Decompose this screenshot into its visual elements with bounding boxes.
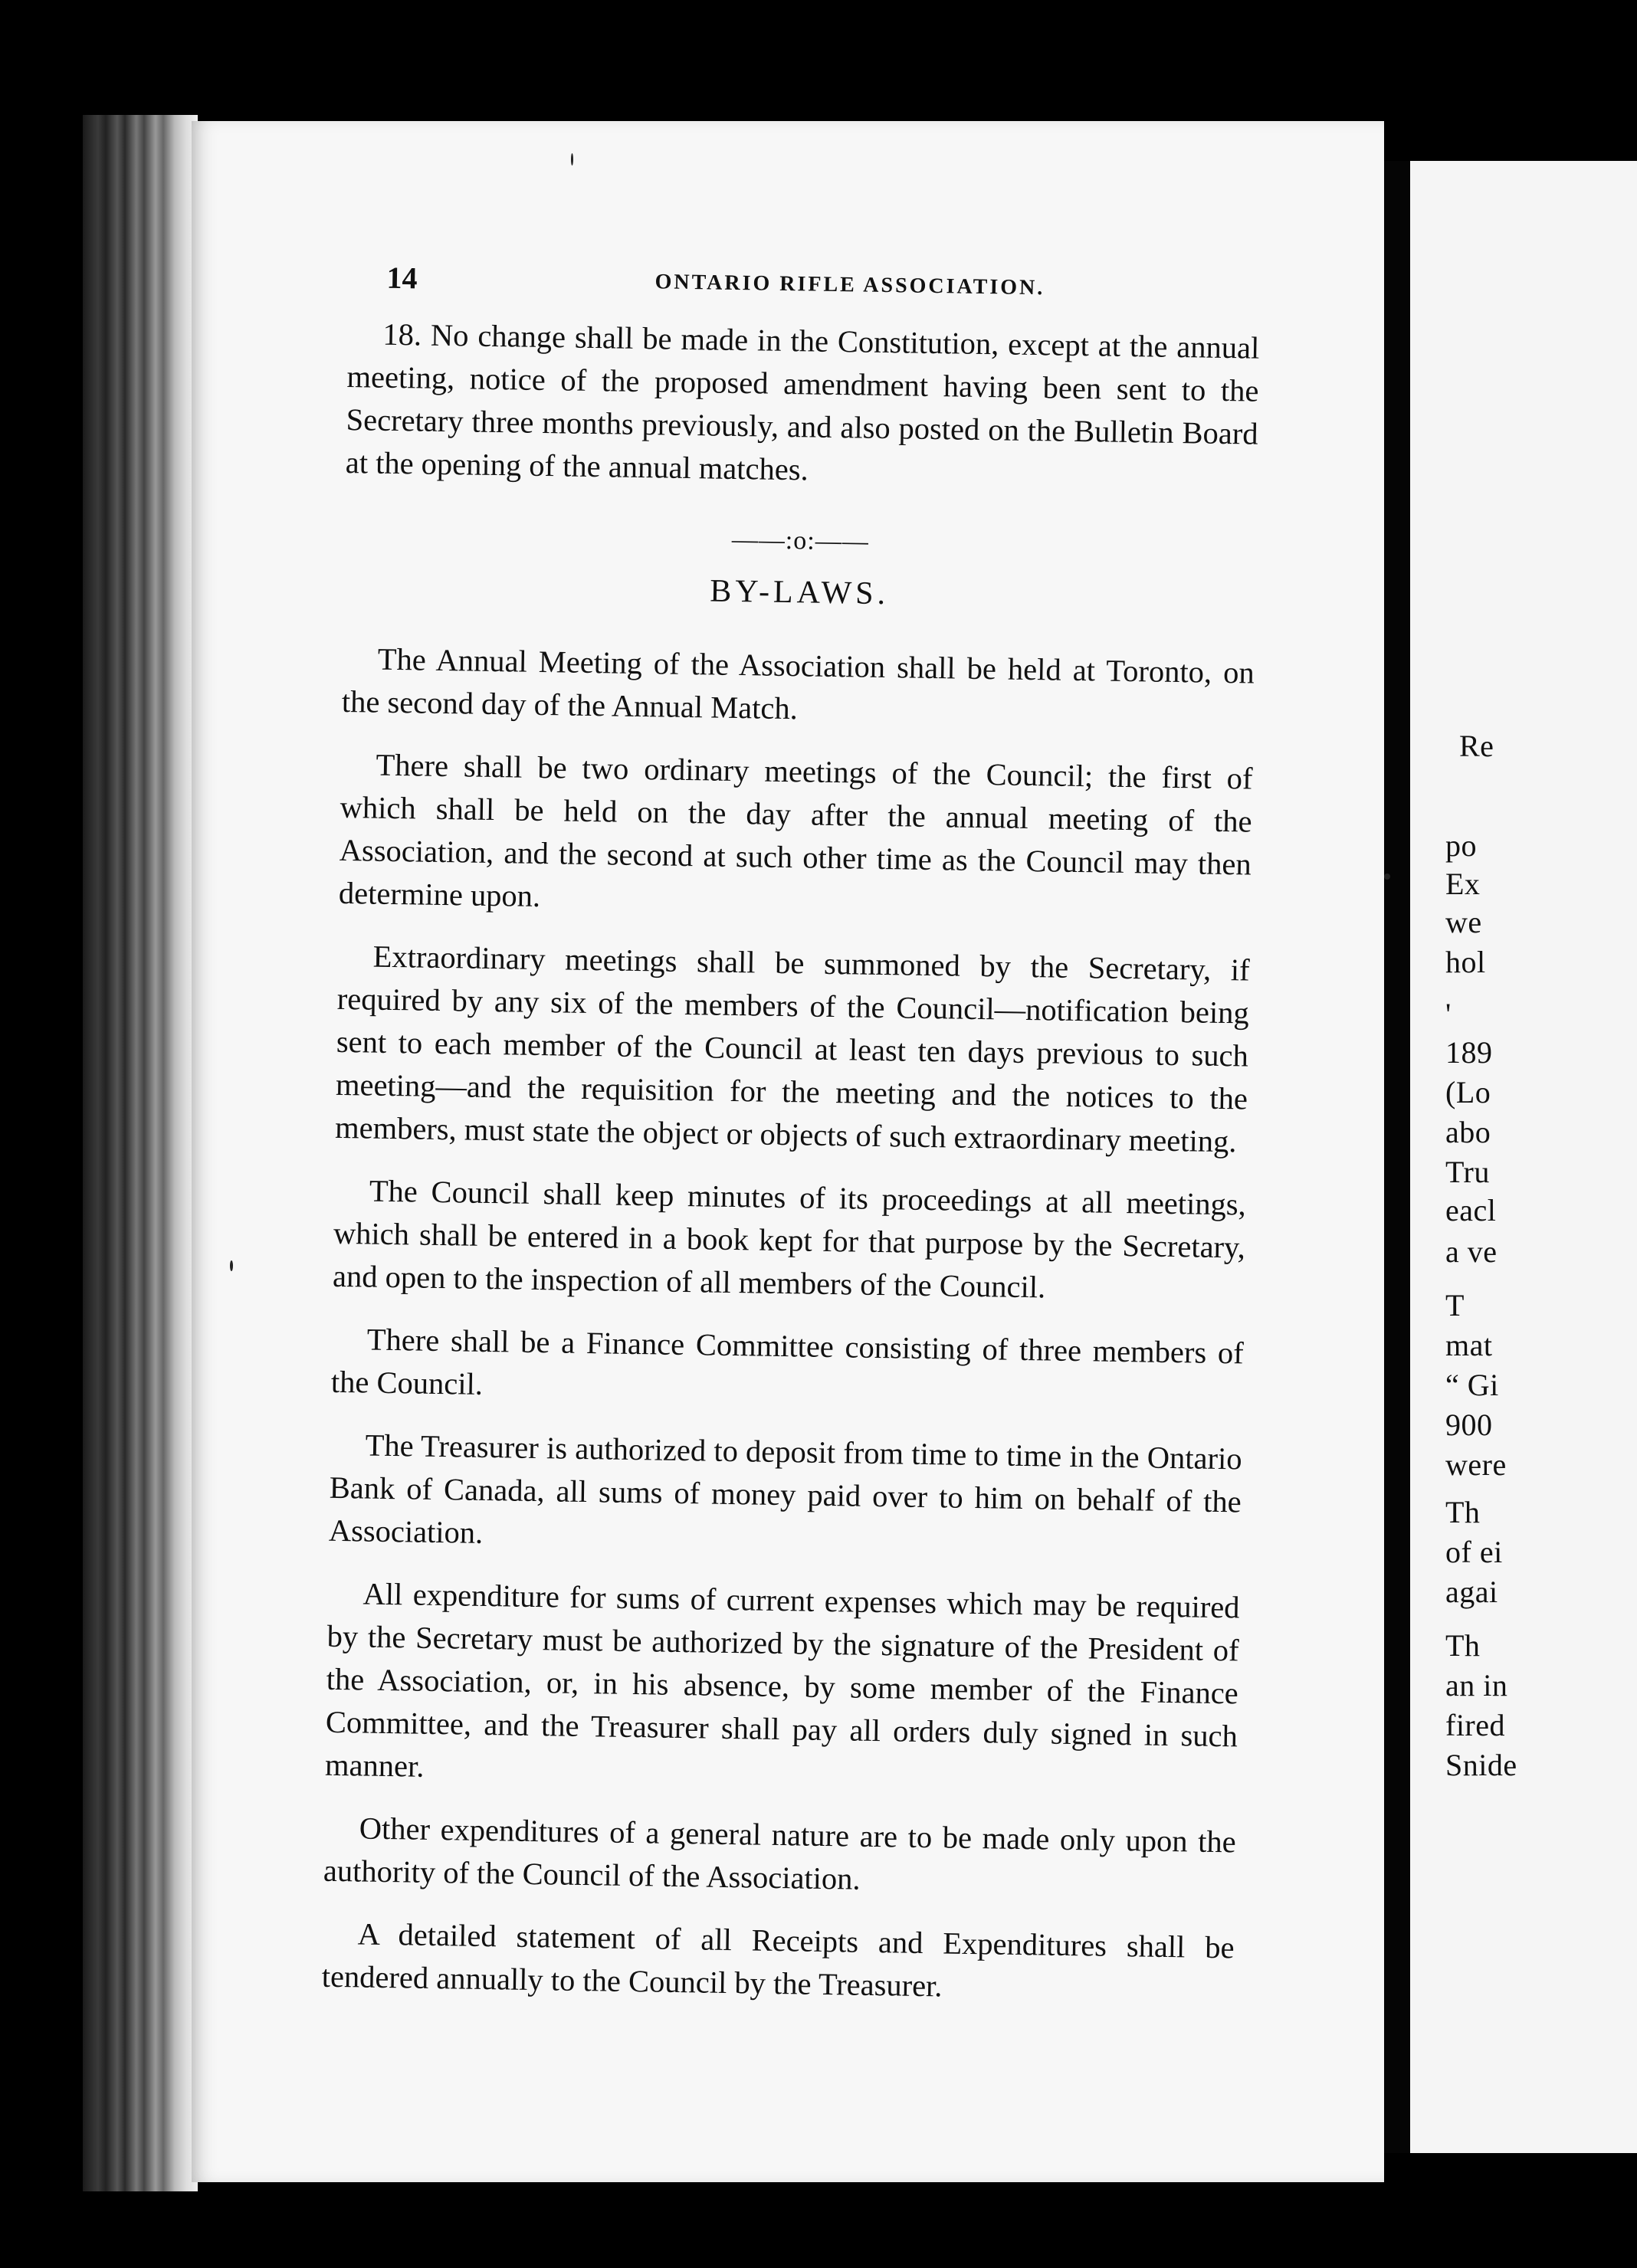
- facing-page-text-fragment: Rе: [1459, 729, 1494, 763]
- bylaw-paragraph: All expenditure for sums of current expenses which may be required by the Secretary must be authorized by the signature of the President of the Association, or, in his absence, by some member of the Finance Committee, and the Treasurer shall pay all orders duly signed in such manner.: [324, 1576, 1240, 1784]
- facing-page-text-fragment: fired: [1445, 1708, 1506, 1742]
- facing-page-text-fragment: 900: [1445, 1408, 1493, 1442]
- facing-page-text-fragment: Th: [1445, 1495, 1481, 1529]
- facing-page-text-fragment: (Lo: [1445, 1075, 1491, 1109]
- bylaw-paragraph: There shall be two ordinary meetings of the Council; the first of which shall be held on the day after the annual meeting of the Association, and the second at such other time as the Council may then determine upon.: [338, 747, 1253, 914]
- facing-page-text-fragment: Th: [1445, 1628, 1481, 1663]
- facing-page-text-fragment: of ei: [1445, 1535, 1503, 1569]
- scan-speck: [230, 1260, 233, 1271]
- page-content: [321, 259, 1299, 2033]
- running-title: ONTARIO RIFLE ASSOCIATION.: [654, 270, 1045, 300]
- bylaw-paragraph: A detailed statement of all Receipts and Expenditures shall be tendered annually to the Council by the Treasurer.: [321, 1916, 1235, 2004]
- bylaw-paragraph: The Annual Meeting of the Association shall be held at Toronto, on the second day of the Annual Match.: [341, 641, 1255, 726]
- facing-page-text-fragment: eacl: [1445, 1193, 1497, 1227]
- facing-page-text-fragment: ': [1445, 997, 1452, 1031]
- facing-page-text-fragment: Tru: [1445, 1155, 1490, 1189]
- scan-speck: [1384, 873, 1390, 880]
- facing-page-text-fragment: mat: [1445, 1328, 1493, 1362]
- facing-page-text-fragment: were: [1445, 1447, 1507, 1482]
- facing-page-text-fragment: 189: [1445, 1035, 1493, 1070]
- book-page-stack: [83, 115, 198, 2191]
- bylaw-paragraph: The Council shall keep minutes of its proceedings at all meetings, which shall be entered in a book kept for that purpose by the Secretary, and open to the inspection of all members of the Council.: [332, 1173, 1247, 1305]
- bylaws-heading: BY-LAWS.: [709, 573, 890, 612]
- facing-page-text-fragment: po: [1445, 828, 1477, 863]
- facing-page-text-fragment: T: [1445, 1288, 1465, 1322]
- bylaw-paragraph: There shall be a Finance Committee consisting of three members of the Council.: [330, 1322, 1245, 1401]
- book-page-right: [1410, 161, 1637, 2153]
- constitution-article-18: 18. No change shall be made in the Constitution, except at the annual meeting, notice of the proposed amendment having been sent to the Secretary three months previously, and also posted on the Bulletin Board at the opening of the annual matches.: [345, 316, 1260, 487]
- facing-page-text-fragment: hol: [1445, 945, 1486, 979]
- bylaw-paragraph: Extraordinary meetings shall be summoned by the Secretary, if required by any six of the members of the Council—notification being sent to each member of the Council at least ten days previous to such meeting—and the requisition for the meeting and the notices to the members, must state the object or objects of such extraordinary meeting.: [334, 939, 1250, 1159]
- scan-speck: [571, 153, 573, 166]
- section-separator: ——:o:——: [731, 525, 870, 556]
- facing-page-text-fragment: we: [1445, 905, 1482, 939]
- facing-page-text-fragment: an in: [1445, 1668, 1508, 1703]
- bylaw-paragraph: The Treasurer is authorized to deposit from time to time in the Ontario Bank of Canada, all sums of money paid over to him on behalf of the Association.: [328, 1427, 1242, 1550]
- facing-page-text-fragment: Ex: [1445, 867, 1481, 901]
- facing-page-text-fragment: a ve: [1445, 1234, 1498, 1269]
- page-number: 14: [386, 260, 418, 296]
- facing-page-text-fragment: “ Gi: [1445, 1368, 1499, 1402]
- facing-page-text-fragment: abo: [1445, 1115, 1491, 1149]
- book-gutter: [1384, 161, 1410, 2153]
- facing-page-text-fragment: agai: [1445, 1575, 1498, 1609]
- facing-page-text-fragment: Snide: [1445, 1748, 1517, 1782]
- bylaw-paragraph: Other expenditures of a general nature are to be made only upon the authority of the Council of the Association.: [323, 1811, 1237, 1896]
